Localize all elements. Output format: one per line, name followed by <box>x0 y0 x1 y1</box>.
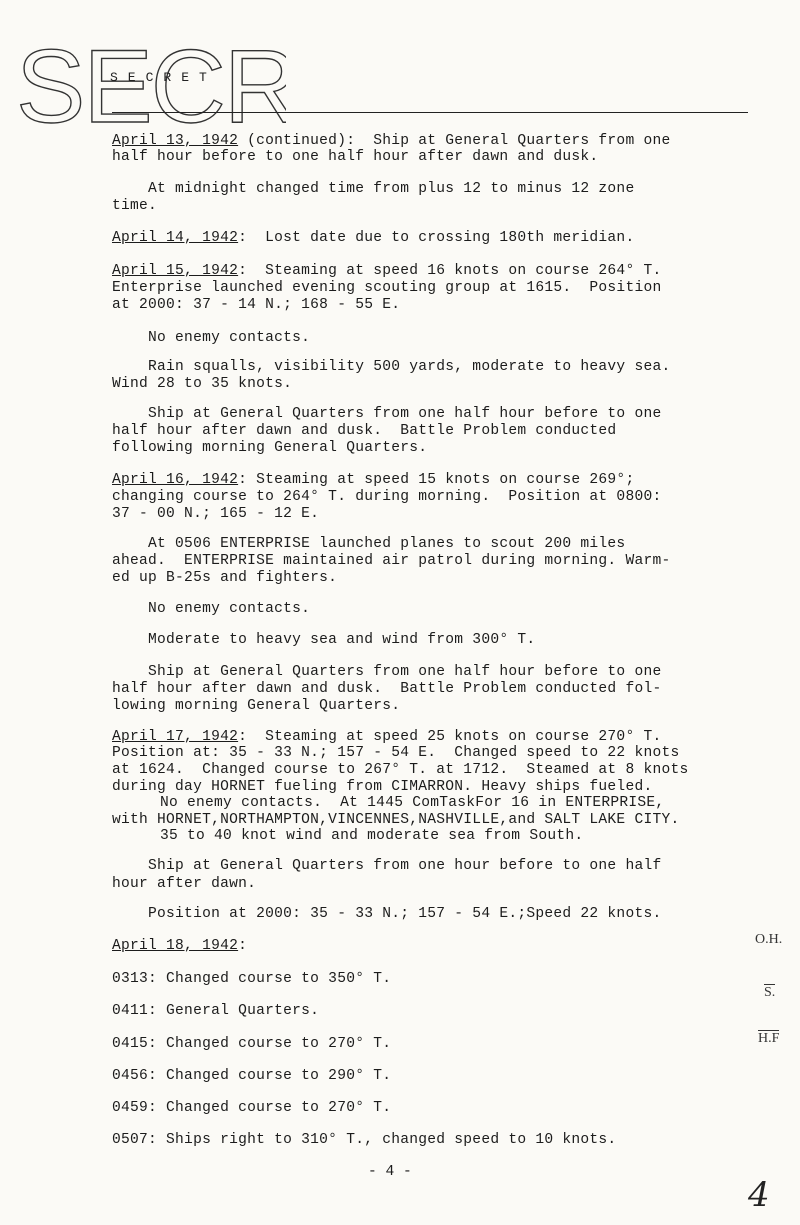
log-line: April 15, 1942: Steaming at speed 16 knots on course 264° T. <box>112 263 662 279</box>
log-line: changing course to 264° T. during morning. Position at 0800: <box>112 489 662 505</box>
log-line: 0415: Changed course to 270° T. <box>112 1036 392 1052</box>
date-heading: April 16, 1942 <box>112 472 239 488</box>
log-line: Moderate to heavy sea and wind from 300° T. <box>112 632 536 648</box>
log-line: half hour before to one half hour after dawn and dusk. <box>112 149 599 165</box>
date-heading: April 14, 1942 <box>112 230 239 246</box>
margin-note: H.F <box>758 1031 780 1046</box>
log-line: hour after dawn. <box>112 876 257 892</box>
log-line: No enemy contacts. At 1445 ComTaskFor 16 in ENTERPRISE, <box>160 795 665 811</box>
log-line: April 16, 1942: Steaming at speed 15 knots on course 269°; <box>112 472 635 488</box>
log-line: April 14, 1942: Lost date due to crossing 180th meridian. <box>112 230 635 246</box>
log-line: April 17, 1942: Steaming at speed 25 knots on course 270° T. <box>112 729 662 745</box>
page-number: - 4 - <box>368 1164 412 1180</box>
log-line: at 1624. Changed course to 267° T. at 1712. Steamed at 8 knots <box>112 762 689 778</box>
margin-note: S. <box>764 985 776 1000</box>
log-line: 0411: General Quarters. <box>112 1003 320 1019</box>
log-line: time. <box>112 198 158 214</box>
log-line: Wind 28 to 35 knots. <box>112 376 293 392</box>
log-line: Ship at General Quarters from one hour before to one half <box>112 858 662 874</box>
log-line: 0313: Changed course to 350° T. <box>112 971 392 987</box>
log-line: April 13, 1942 (continued): Ship at General Quarters from one <box>112 133 671 149</box>
log-line: Position at: 35 - 33 N.; 157 - 54 E. Changed speed to 22 knots <box>112 745 680 761</box>
log-line: 0459: Changed course to 270° T. <box>112 1100 392 1116</box>
log-line: Ship at General Quarters from one half hour before to one <box>112 664 662 680</box>
log-line: with HORNET,NORTHAMPTON,VINCENNES,NASHVILLE,and SALT LAKE CITY. <box>112 812 680 828</box>
log-line: No enemy contacts. <box>112 601 311 617</box>
log-line: ahead. ENTERPRISE maintained air patrol during morning. Warm- <box>112 553 671 569</box>
secret-stamp-text: SECR <box>16 29 286 130</box>
margin-note: O.H. <box>755 932 783 947</box>
secret-typed-label: SECRET <box>110 70 217 85</box>
date-heading: April 15, 1942 <box>112 263 239 279</box>
log-line: At midnight changed time from plus 12 to minus 12 zone <box>112 181 635 197</box>
log-line: Ship at General Quarters from one half hour before to one <box>112 406 662 422</box>
date-heading: April 17, 1942 <box>112 729 239 745</box>
log-line: ed up B-25s and fighters. <box>112 570 338 586</box>
log-line: Enterprise launched evening scouting group at 1615. Position <box>112 280 662 296</box>
log-line: half hour after dawn and dusk. Battle Problem conducted <box>112 423 617 439</box>
log-line: half hour after dawn and dusk. Battle Problem conducted fol- <box>112 681 662 697</box>
log-line: 37 - 00 N.; 165 - 12 E. <box>112 506 320 522</box>
date-heading: April 18, 1942 <box>112 938 239 954</box>
log-line: at 2000: 37 - 14 N.; 168 - 55 E. <box>112 297 401 313</box>
log-line: Position at 2000: 35 - 33 N.; 157 - 54 E.;Speed 22 knots. <box>112 906 662 922</box>
log-line: 35 to 40 knot wind and moderate sea from South. <box>160 828 584 844</box>
handwritten-page-number: 4 <box>748 1175 770 1215</box>
date-heading: April 13, 1942 <box>112 133 239 149</box>
log-line: 0456: Changed course to 290° T. <box>112 1068 392 1084</box>
log-line: No enemy contacts. <box>112 330 311 346</box>
header-rule <box>112 112 748 113</box>
log-line: 0507: Ships right to 310° T., changed speed to 10 knots. <box>112 1132 617 1148</box>
log-line: At 0506 ENTERPRISE launched planes to scout 200 miles <box>112 536 626 552</box>
log-line: during day HORNET fueling from CIMARRON. Heavy ships fueled. <box>112 779 653 795</box>
log-line: lowing morning General Quarters. <box>112 698 401 714</box>
log-line: following morning General Quarters. <box>112 440 428 456</box>
log-line: April 18, 1942: <box>112 938 248 954</box>
log-line: Rain squalls, visibility 500 yards, moderate to heavy sea. <box>112 359 671 375</box>
